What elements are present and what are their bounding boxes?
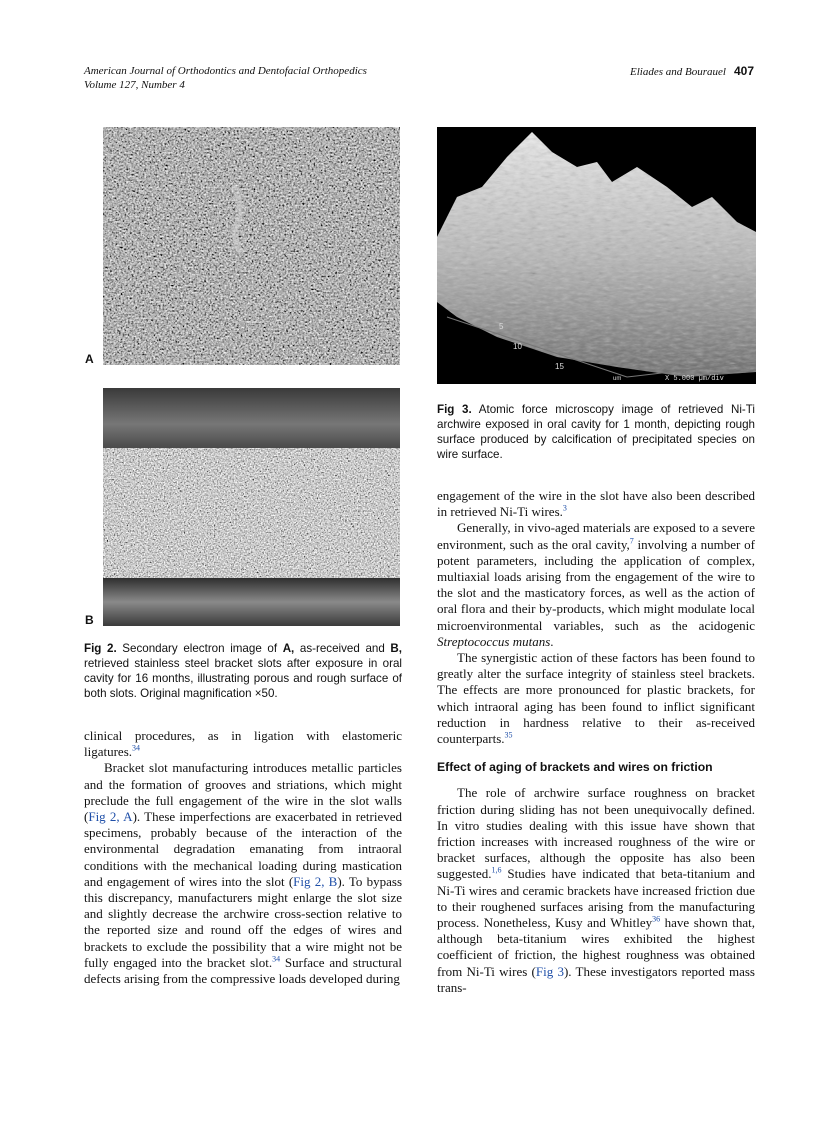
text: Bracket slot manufacturing introduces metallic particles and the formation of grooves and striations, which might preclude the full engagement of the wire in the slot walls ( [84,760,402,825]
citation-link[interactable]: 3 [562,503,567,513]
figure-link[interactable]: Fig 2, A [88,809,133,825]
afm-axis-label: 10 [513,342,522,351]
fig3-caption [437,402,755,462]
fig2-caption-a: A, [282,642,295,655]
text: engagement of the wire in the slot have also been described in retrieved Ni-Ti wires. [437,488,755,520]
fig2-caption [84,641,402,701]
text: involving a number of potent parameters, including the application of complex, multiaxial loads arising from the engagement of the wire to the slot and the masticatory forces, as well as the action of oral flora and their by-products, which might modulate local microenvironmental variables, such as the acidogenic [437,536,755,633]
text: ). These investigators reported mass trans- [437,963,755,995]
figure-link[interactable]: Fig 2, B [293,873,338,889]
journal-volume: Volume 127, Number 4 [84,79,185,91]
paragraph [437,520,755,650]
species-name: Streptococcus mutans [437,633,551,649]
page-number: 407 [733,64,754,78]
afm-unit-label: um [613,376,622,382]
afm-axis-label: 15 [555,362,564,371]
text: The synergistic action of these factors has been found to greatly alter the surface integrity of stainless steel brackets. The effects are more pronounced for plastic brackets, for which intraoral aging has been found to inflict significant reduction in hardness relative to their as-received counterparts. [437,650,755,747]
right-text-column [437,488,755,996]
fig2-caption-label: Fig 2. [84,642,117,655]
citation-link[interactable]: 35 [504,730,513,740]
afm-surface [437,127,756,384]
running-header-right [630,64,754,78]
paragraph [84,728,402,760]
sem-texture-a [103,127,400,365]
running-header-left [84,64,367,92]
fig2-panel-b-image [103,388,400,626]
text: ). To bypass this discrepancy, manufacturers might enlarge the slot size and slightly decrease the archwire cross-section relative to the reported size and round off the edges of wires and brackets to exclude the possibility that a wire might not be fully engaged into the bracket slot. [84,873,403,970]
text: have shown that, although beta-titanium wires exhibited the highest coefficient of friction, the highest roughness was obtained from Ni-Ti wires ( [437,915,756,979]
paragraph [437,650,755,747]
left-text-column [84,728,402,987]
citation-link[interactable]: 36 [652,914,661,924]
fig2-caption-text: retrieved stainless steel bracket slots after exposure in oral cavity for 16 months, illustrating porous and rough surface of both slots. Original magnification ×50. [84,657,402,700]
fig2-caption-text: Secondary electron image of [116,642,283,655]
fig2-panel-b-label: B [85,613,94,627]
citation-link[interactable]: 7 [629,536,634,546]
paragraph [84,760,402,987]
fig2-caption-text: as-received and [294,642,391,655]
fig2-panel-a-label: A [85,352,94,366]
paragraph [437,785,755,996]
fig3-afm-image [437,127,756,384]
paragraph [437,488,755,520]
text: The role of archwire surface roughness on bracket friction during sliding has not been unequivocally defined. In vitro studies dealing with this issue have shown that friction increases with increased roughness of the wire or bracket surfaces, although the opposite has also been suggested. [437,785,755,882]
authors: Eliades and Bourauel [630,66,726,78]
fig3-caption-text: Atomic force microscopy image of retrieved Ni-Ti archwire exposed in oral cavity for 1 month, depicting rough surface produced by calcification of precipitated species on wire surface. [437,403,755,461]
section-heading: Effect of aging of brackets and wires on friction [437,760,713,775]
journal-title: American Journal of Orthodontics and Dentofacial Orthopedics [84,65,367,77]
figure-link[interactable]: Fig 3 [535,963,564,979]
text: clinical procedures, as in ligation with elastomeric ligatures. [84,728,402,760]
text: . [550,633,554,649]
text: ). These imperfections are exacerbated in retrieved specimens, probably because of the interaction of the environmental degradation emanating from intraoral conditions with the mechanical loading during mastication and engagement of wires into the slot ( [84,809,403,889]
text: Surface and structural defects arising from the compressive loads developed during [84,954,402,987]
citation-link[interactable]: 34 [132,743,141,753]
fig2-caption-b: B, [390,642,402,655]
fig2-panel-a-image [103,127,400,365]
fig3-caption-label: Fig 3. [437,403,472,416]
citation-link[interactable]: 1,6 [491,866,502,876]
text: Studies have indicated that beta-titanium and Ni-Ti wires and ceramic brackets have increased friction due to their roughened surfaces arising from the manufacturing process. Nonetheless, Kusy and Whitley [437,866,755,931]
afm-scale-label: X 5.000 µm/div [665,375,724,383]
afm-axis-label: 5 [499,322,504,331]
sem-texture-b [103,388,400,626]
text: Generally, in vivo-aged materials are exposed to a severe environment, such as the oral cavity, [437,520,755,552]
citation-link[interactable]: 34 [272,954,281,964]
